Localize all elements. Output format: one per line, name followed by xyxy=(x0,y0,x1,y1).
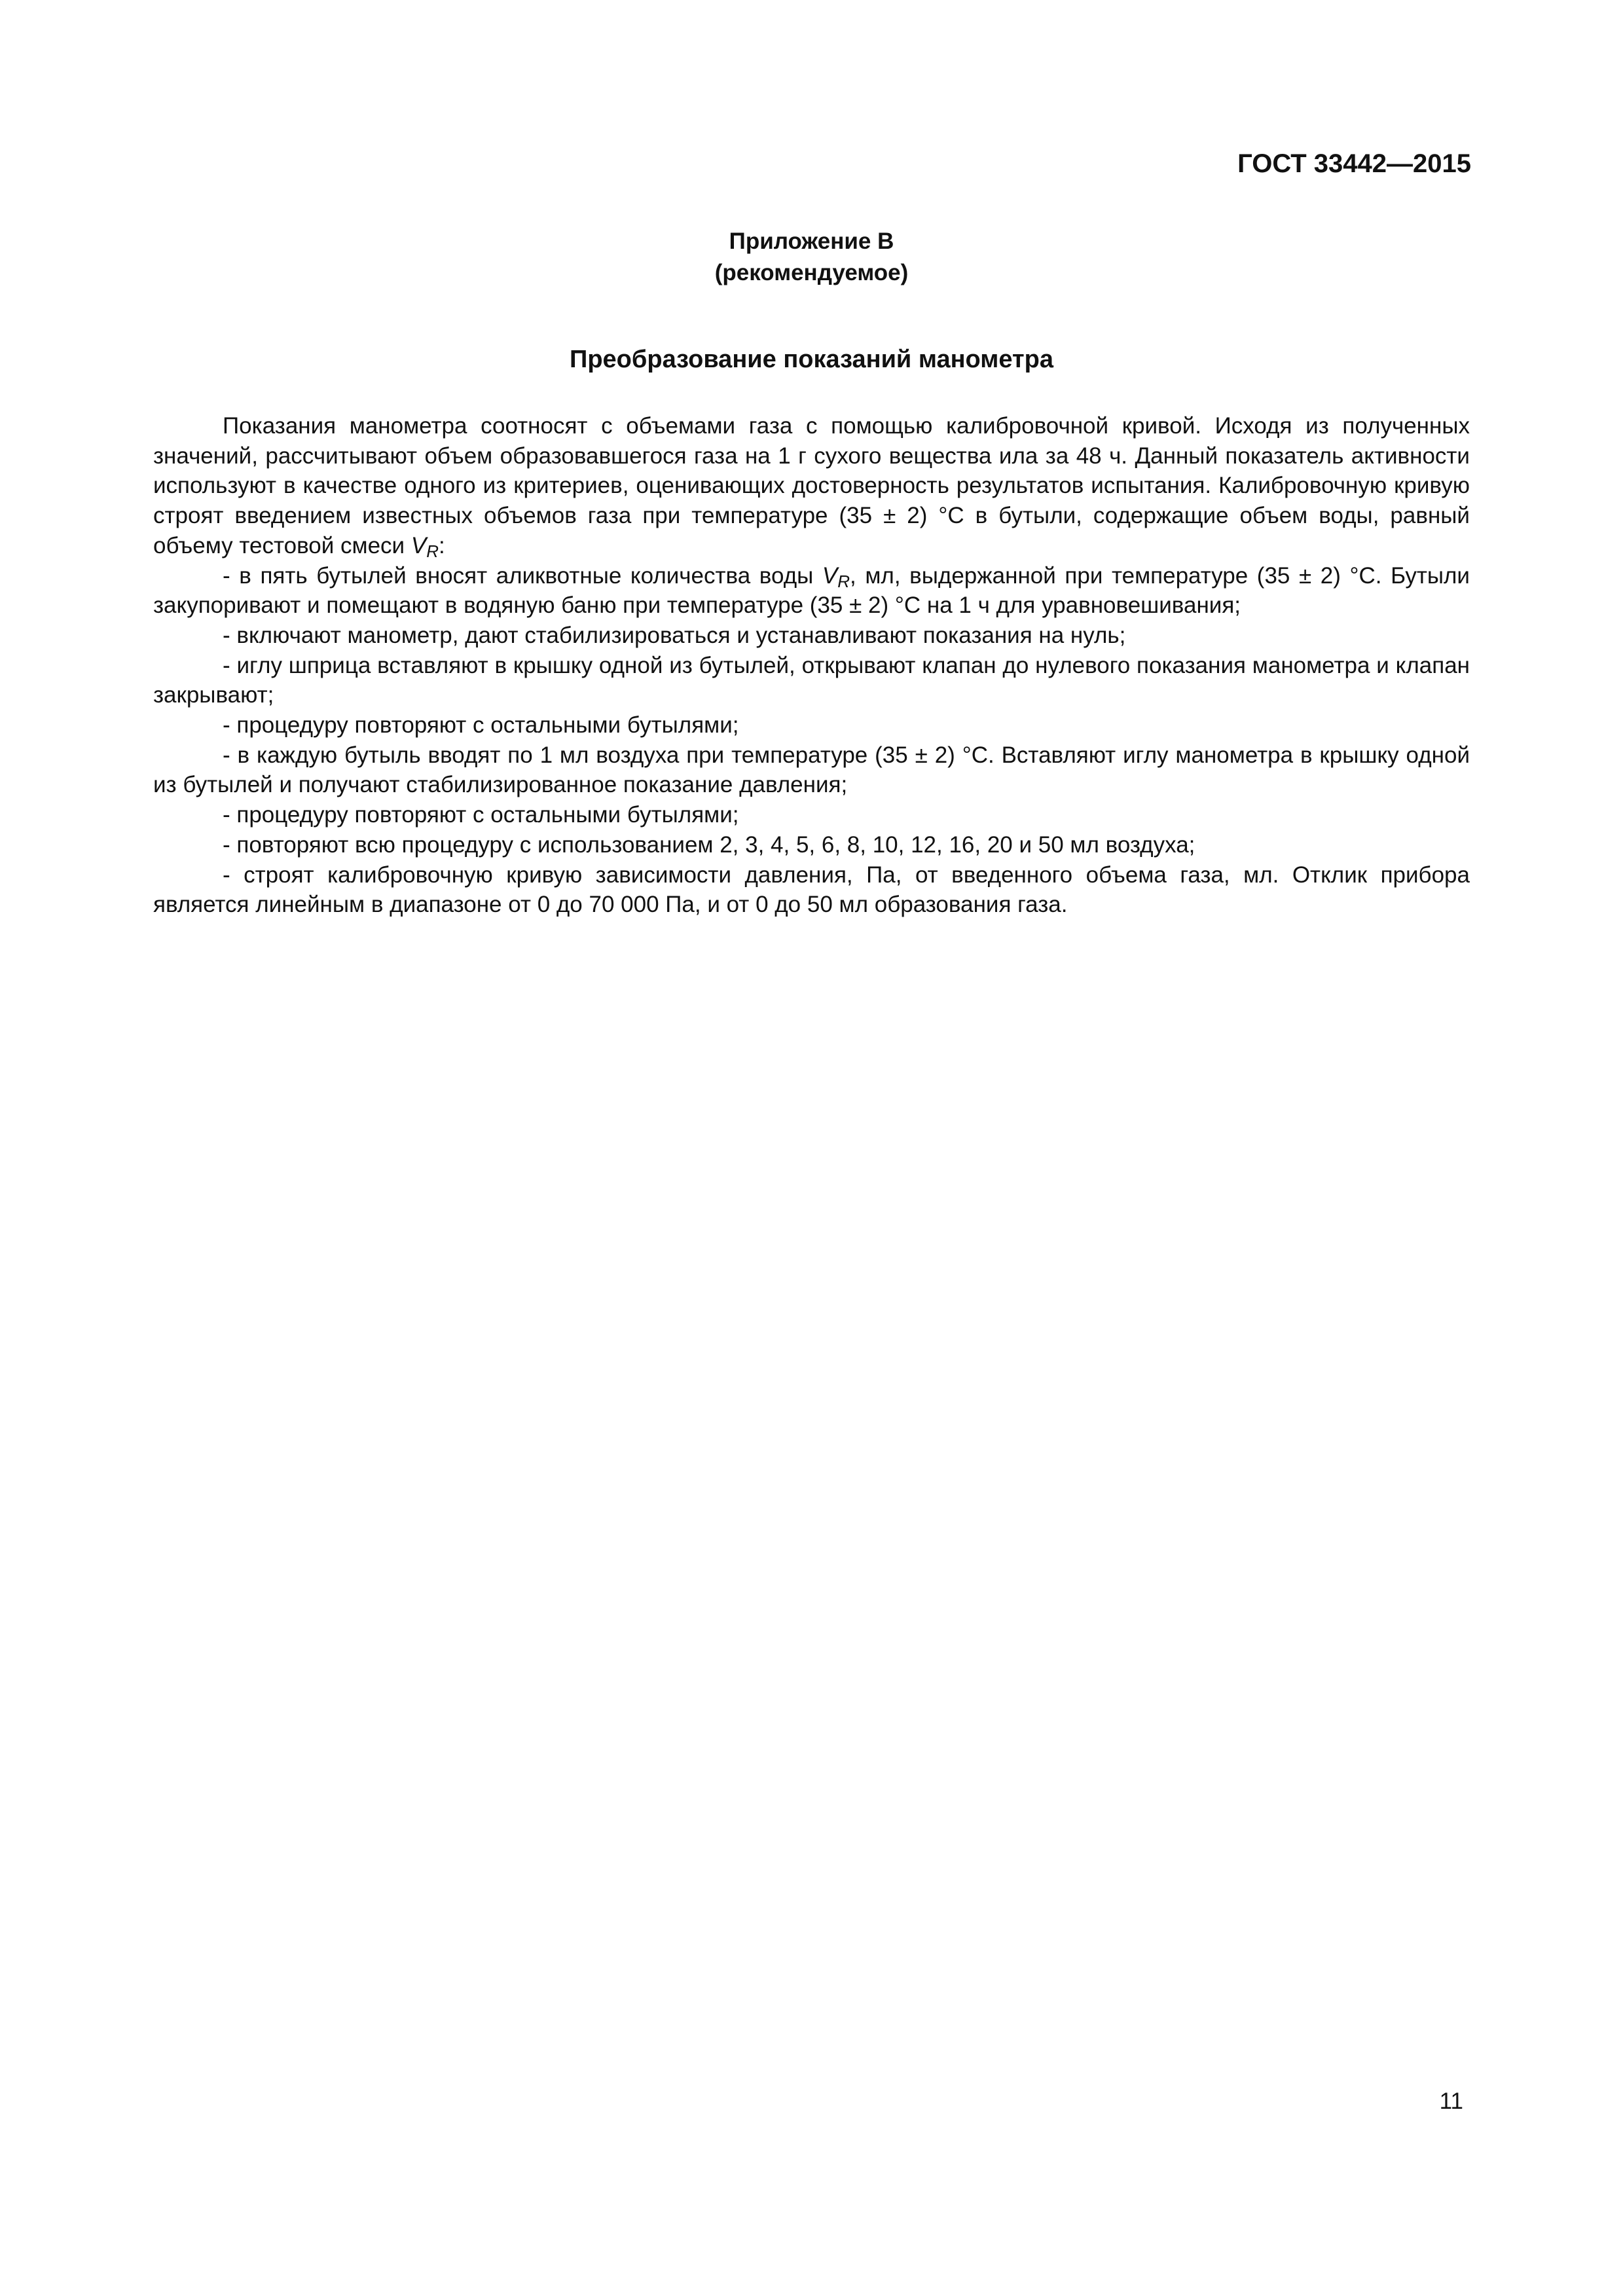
intro-text: Показания манометра соотносят с объемами газа с помощью калибровочной кривой. Исходя из полученных значений, рассчитывают объем образовавшегося газа на 1 г сухого вещества ила за 48 ч. Данный показатель активности используют в качестве одного из критериев, оценивающих достоверность результатов испытания. Калибровочную кривую строят введением известных объемов газа при температуре (35 ± 2) °C в бутыли, содержащие объем воды, равный объему тестовой смеси xyxy=(153,413,1470,558)
intro-text-end: : xyxy=(438,532,445,558)
annex-status: (рекомендуемое) xyxy=(714,260,909,285)
step-4: - процедуру повторяют с остальными бутылями; xyxy=(223,712,739,738)
variable-symbol: V xyxy=(410,532,427,558)
annex-title: Приложение В xyxy=(729,228,894,254)
variable-vr xyxy=(822,563,850,589)
step-text: , мл, выдержанной при температуре (35 ± 2) °C. Бутыли закупоривают и помещают в водяную баню при температуре (35 ± 2) °C на 1 ч для уравновешивания; xyxy=(153,562,1470,619)
body-text xyxy=(153,411,1470,920)
document-code: ГОСТ 33442—2015 xyxy=(1237,149,1471,178)
step-5: - в каждую бутыль вводят по 1 мл воздуха при температуре (35 ± 2) °C. Вставляют иглу манометра в крышку одной из бутылей и получают стабилизированное показание давления; xyxy=(153,742,1470,798)
step-7: - повторяют всю процедуру с использованием 2, 3, 4, 5, 6, 8, 10, 12, 16, 20 и 50 мл воздуха; xyxy=(223,831,1195,858)
variable-symbol: V xyxy=(822,562,838,589)
step-6: - процедуру повторяют с остальными бутылями; xyxy=(223,802,739,828)
variable-subscript: R xyxy=(426,541,439,561)
intro-paragraph xyxy=(153,411,1470,561)
step-text: - в пять бутылей вносят аликвотные количества воды xyxy=(223,562,822,589)
step-3: - иглу шприца вставляют в крышку одной из бутылей, открывают клапан до нулевого показания манометра и клапан закрывают; xyxy=(153,652,1470,708)
section-title: Преобразование показаний манометра xyxy=(570,346,1053,373)
variable-subscript: R xyxy=(837,571,850,591)
variable-vr xyxy=(410,532,439,561)
step-8: - строят калибровочную кривую зависимости давления, Па, от введенного объема газа, мл. Отклик прибора является линейным в диапазоне от 0 до 70 000 Па, и от 0 до 50 мл образования газа. xyxy=(153,862,1470,918)
page-number: 11 xyxy=(1439,2088,1463,2114)
step-1 xyxy=(153,561,1470,621)
step-2: - включают манометр, дают стабилизироваться и устанавливают показания на нуль; xyxy=(223,622,1126,648)
annex-heading xyxy=(0,226,1623,289)
